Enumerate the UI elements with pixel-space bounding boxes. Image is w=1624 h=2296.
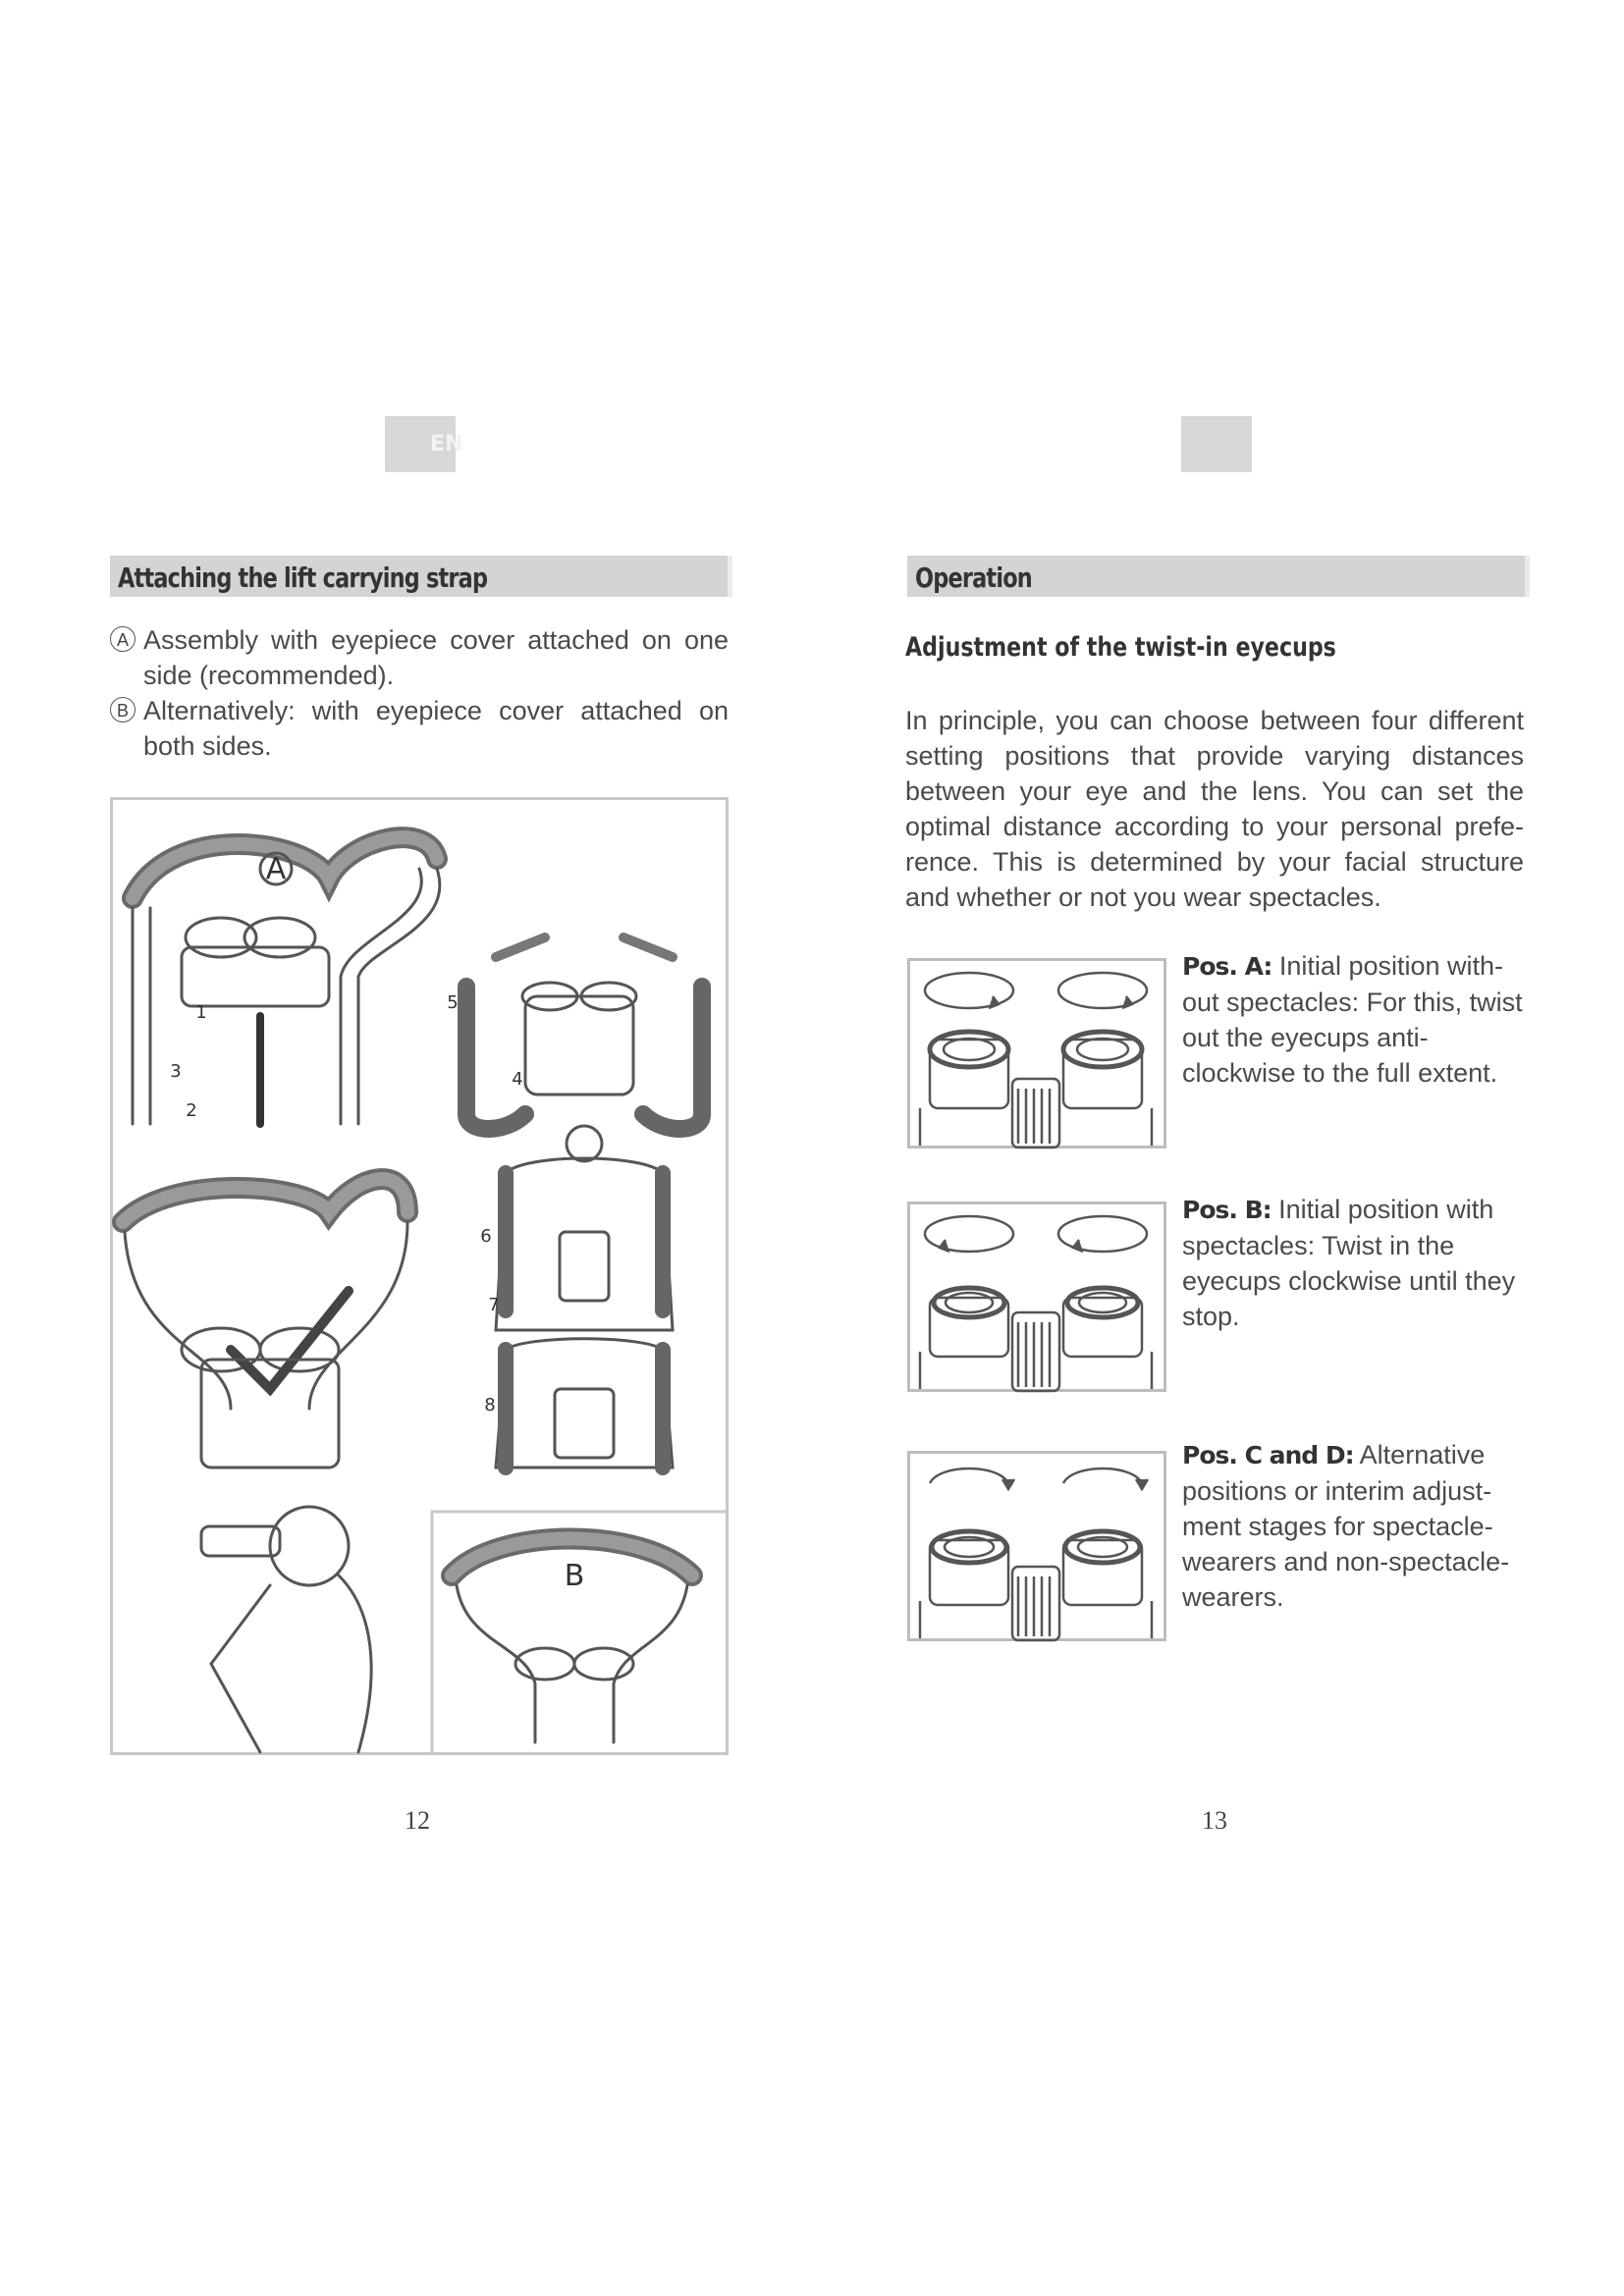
position-b-text [1182,1192,1524,1334]
wearer-step-6-7-drawing [496,1126,673,1330]
section-heading-strap [110,556,732,597]
strap-steps-4-5-drawing [466,937,702,1129]
language-tab-right [1181,416,1252,472]
eyecup-diagram-pos-cd [907,1451,1166,1641]
rotation-arrow-icon [1058,1216,1147,1252]
position-cd-description: Alternative positions or interim adjust-ment stages for spectacle-wearers and non-spectacle-wearers. [1182,1440,1510,1612]
page-number-right: 13 [1202,1806,1227,1835]
figure-label-b: B [564,1559,585,1593]
position-b-label: Pos. B: [1182,1196,1272,1224]
strap-illustration-svg [113,800,726,1752]
rotation-arrow-icon [930,1468,1008,1483]
step-label-5: 5 [447,992,459,1013]
position-cd-text [1182,1437,1524,1615]
position-b-description: Initial position with spectacles: Twist in the eyecups clockwise until they stop. [1182,1195,1516,1331]
position-cd-label: Pos. C and D: [1182,1441,1354,1469]
person-with-binoculars-drawing [201,1507,371,1752]
circled-letter-a: A [110,626,135,652]
eyecup-diagram-pos-b [907,1201,1166,1392]
rotation-arrow-icon [1058,973,1147,1008]
position-a-description: Initial position with-out spectacles: For this, twist out the eyecups anti-clockwise to the full extent. [1182,951,1523,1088]
step-label-1: 1 [195,1002,207,1023]
position-a-text [1182,948,1524,1091]
eyecup-diagram-pos-a [907,958,1166,1148]
language-tab-label: EN [430,432,463,456]
section-heading-operation-text: Operation [915,561,1032,594]
circled-letter-b: B [110,697,135,722]
list-item-b-text: Alternatively: with eyepiece cover attached on both sides. [143,696,729,761]
eyecup-pos-b-svg [910,1204,1164,1389]
step-label-4: 4 [512,1069,523,1090]
rotation-arrow-icon [925,973,1013,1008]
step-label-3: 3 [170,1061,182,1082]
strap-checkmark-drawing [123,1179,407,1468]
section-heading-operation [907,556,1530,597]
list-item-a [110,622,729,693]
rotation-arrow-icon [1063,1468,1142,1483]
eyecup-pos-a-svg [910,961,1164,1146]
subheading-eyecups: Adjustment of the twist-in eyecups [905,632,1336,663]
step-label-6: 6 [480,1226,492,1247]
rotation-arrow-icon [925,1216,1013,1252]
list-item-a-text: Assembly with eyepiece cover attached on one side (recommended). [143,625,729,690]
wearer-step-8-drawing [496,1339,673,1468]
position-a-label: Pos. A: [1182,952,1272,981]
intro-paragraph: In principle, you can choose between four different setting positions that provide varying distances between your eye and the lens. You can set the optimal distance according to your personal prefe-rence. This is determined by your facial structure and whether or not you wear spectacles. [905,706,1524,912]
step-label-7: 7 [488,1295,500,1315]
page-number-left: 12 [405,1806,430,1835]
language-tab [385,416,463,472]
step-label-2: 2 [186,1100,197,1121]
step-label-8: 8 [484,1395,496,1415]
section-heading-strap-text: Attaching the lift carrying strap [118,561,488,594]
list-item-b [110,693,729,764]
eyecup-pos-cd-svg [910,1454,1164,1638]
strap-assembly-illustration [110,797,729,1755]
figure-label-a: A [265,852,287,886]
